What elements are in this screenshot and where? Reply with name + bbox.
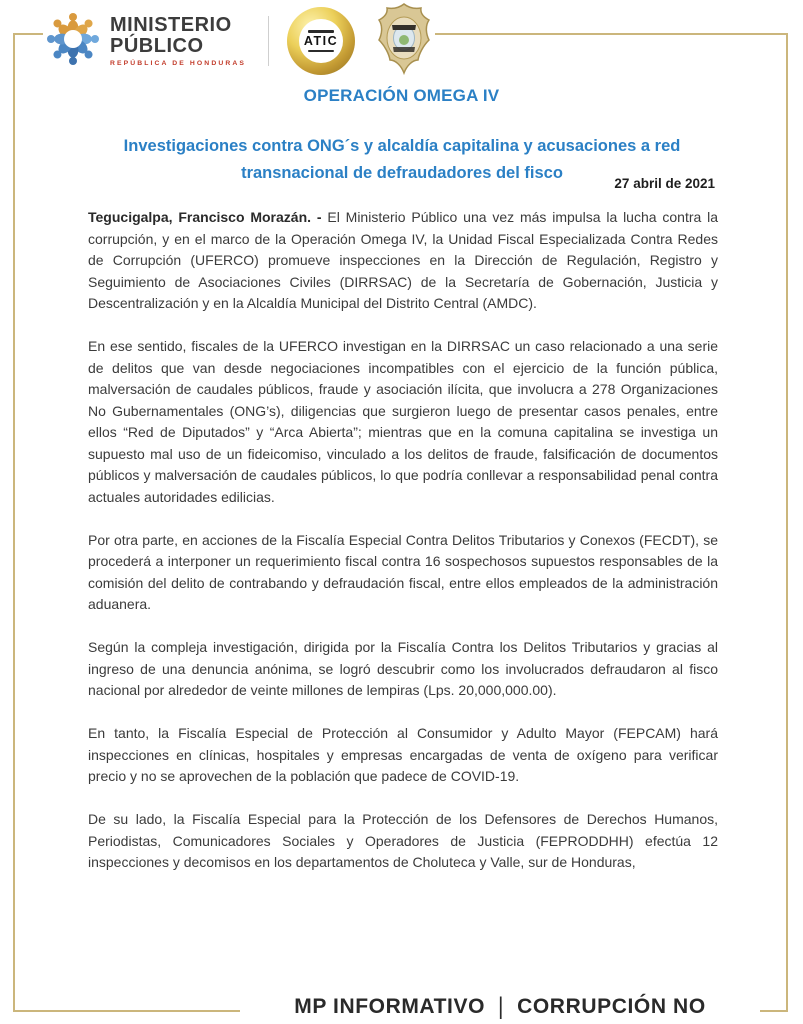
frame-line-top-left (13, 33, 43, 35)
ministerio-publico-wordmark (110, 15, 246, 67)
frame-line-right (786, 33, 788, 1011)
ministerio-publico-logo-icon (44, 10, 102, 73)
footer-right-text: CORRUPCIÓN NO (517, 995, 706, 1018)
frame-line-bottom-left (13, 1010, 263, 1012)
page-title: OPERACIÓN OMEGA IV (303, 86, 500, 105)
atic-microtext-top (308, 30, 334, 33)
paragraph-3: Por otra parte, en acciones de la Fiscalía Especial Contra Delitos Tributarios y Conexos (FECDT), se procederá a interponer un requerimiento fiscal contra 16 sospechosos supuestos responsables de la comisión del delito de contrabando y defraudación fiscal, entre ellos empleados de la administración aduanera. (88, 531, 718, 612)
atic-label: ATIC (303, 34, 339, 48)
paragraph-2: En ese sentido, fiscales de la UFERCO investigan en la DIRRSAC un caso relacionado a una serie de delitos que van desde negociaciones incompatibles con el ejercicio de la función pública, malversación de caudales públicos, fraude y asociación ilícita, que involucra a 278 Organizaciones No Gubernamentales (ONG’s), diligencias que surgieron luego de presentar casos penales, entre ellos “Red de Diputados” y “Arca Abierta”; mientras que en la comuna capitalina se investiga un supuesto mal uso de un fideicomiso, vinculado a los delitos de fraude, falsificación de documentos públicos y malversación de caudales públicos, lo que podría conllevar a responsabilidad penal contra actuales autoridades edilicias. (88, 338, 718, 505)
footer-slogan (240, 995, 760, 1019)
police-badge-icon (373, 2, 435, 81)
paragraph-1: Tegucigalpa, Francisco Morazán. - El Ministerio Público una vez más impulsa la lucha contra la corrupción, y en el marco de la Operación Omega IV, la Unidad Fiscal Especializada Contra Redes de Corrupción (UFERCO) promueve inspecciones en la Dirección de Regulación, Registro y Seguimiento de Asociaciones Civiles (DIRRSAC) de la Secretaría de Gobernación, Justicia y Descentralización y en la Alcaldía Municipal del Distrito Central (AMDC). (88, 209, 719, 311)
mp-name-line1: MINISTERIO (110, 14, 232, 36)
paragraph-1-lead: Tegucigalpa, Francisco Morazán. - (88, 209, 322, 225)
footer-separator: | (498, 993, 505, 1020)
mp-name-line2: PÚBLICO (110, 35, 204, 57)
frame-line-left (13, 33, 15, 1011)
article-body (88, 207, 718, 895)
page-subtitle: Investigaciones contra ONG´s y alcaldía capitalina y acusaciones a red transnacional de defraudadores del fisco (123, 137, 681, 182)
atic-microtext-bottom (308, 50, 334, 53)
header-divider (268, 16, 269, 66)
mp-republic-subtitle: REPÚBLICA DE HONDURAS (110, 60, 246, 67)
paragraph-5: En tanto, la Fiscalía Especial de Protección al Consumidor y Adulto Mayor (FEPCAM) hará inspecciones en clínicas, hospitales y empresas encargadas de venta de oxígeno para verificar precio y no se aprovechen de la población que padece de COVID-19. (88, 725, 718, 784)
header (44, 3, 435, 79)
footer-left-text: MP INFORMATIVO (294, 995, 486, 1018)
date: 27 abril de 2021 (614, 176, 715, 191)
paragraph-6: De su lado, la Fiscalía Especial para la Protección de los Defensores de Derechos Humanos, Periodistas, Comunicadores Sociales y Operadores de Justicia (FEPRODDHH) efectúa 12 inspecciones y decomisos en los departamentos de Choluteca y Valle, sur de Honduras, (88, 811, 718, 870)
paragraph-4: Según la compleja investigación, dirigida por la Fiscalía Contra los Delitos Tributarios y gracias al ingreso de una denuncia anónima, se logró descubrir como los involucrados defraudaron al fisco nacional por alrededor de veinte millones de lempiras (Lps. 20,000,000.00). (88, 639, 718, 698)
frame-line-top-right (402, 33, 788, 35)
atic-logo-icon (287, 7, 355, 75)
